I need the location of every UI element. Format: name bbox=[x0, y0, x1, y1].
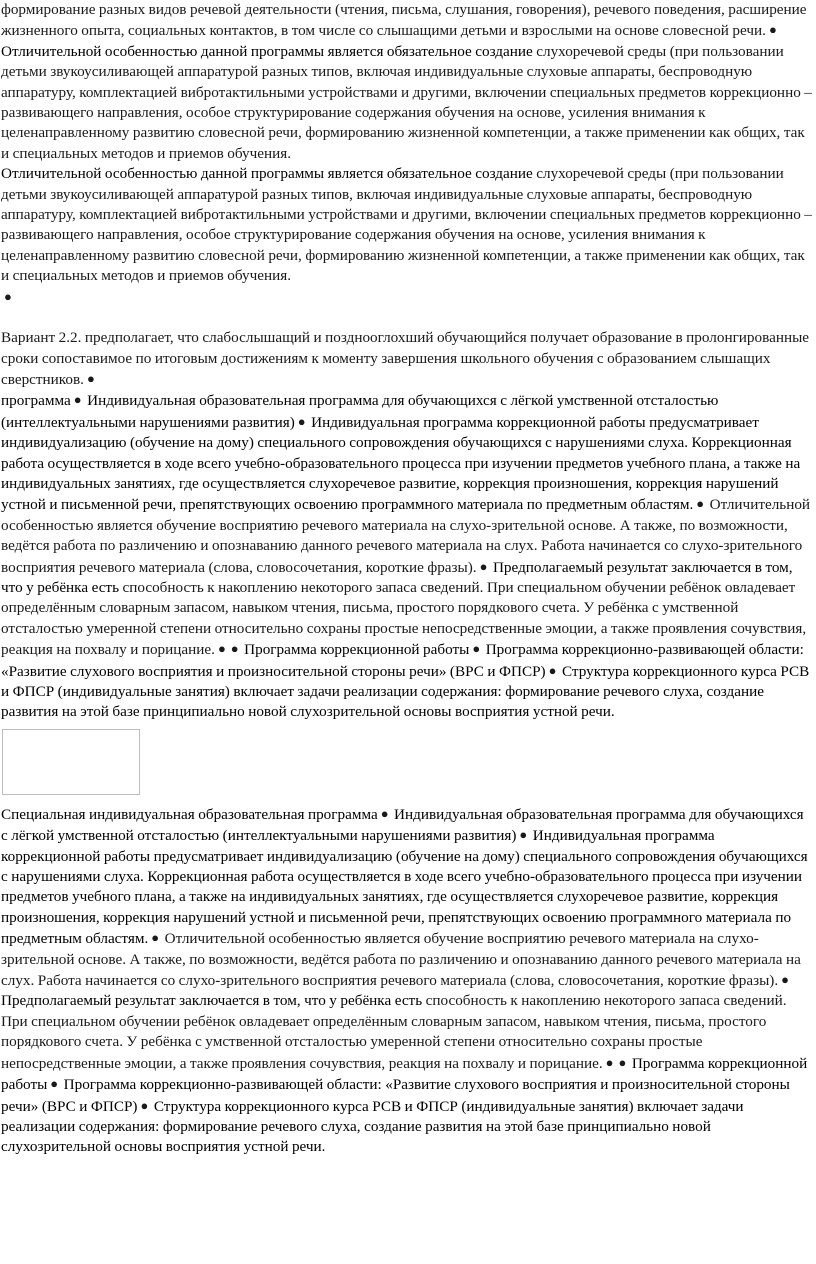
text-run: способность к накоплению некоторого запаса сведений. При специальном обучении ребёнок овладевает определённым словарным запасом, навыком чтения, письма, простого порядкового счета. У ребёнка с умственной отсталостью умеренной степени относительно сохраны простые непосредственные эмоции, а также проявления сочувствия, реакция на похвалу и порицание. bbox=[1, 578, 807, 659]
blank-line bbox=[1, 308, 813, 328]
paragraph-1 bbox=[1, 0, 813, 164]
bullet-icon: ● bbox=[479, 558, 488, 574]
bullet-icon: ● bbox=[548, 662, 557, 678]
bullet-icon: ● bbox=[696, 496, 705, 512]
text-run: формирование разных видов речевой деятельности (чтения, письма, слушания, говорения), речевого поведения, расширение жизненного опыта, социальных контактов, в том числе со слышащими детьми и взрослыми на основе словесной речи. bbox=[1, 1, 807, 40]
text-run: способность к накоплению некоторого запаса сведений. При специальном обучении ребёнок овладевает определённым словарным запасом, навыком чтения, письма, простого порядкового счета. У ребёнка с умственной отсталостью умеренной степени относительно сохраны простые непосредственные эмоции, а также проявления сочувствия, реакция на похвалу и порицание. bbox=[1, 992, 787, 1072]
bullet-icon: ● bbox=[297, 413, 306, 429]
bullet-icon: ● bbox=[768, 22, 777, 38]
paragraph-2 bbox=[1, 164, 813, 286]
image-placeholder bbox=[2, 729, 140, 795]
bullet-icon: ● bbox=[605, 1054, 614, 1070]
text-run: Специальная индивидуальная образовательная программа bbox=[1, 805, 378, 823]
text-run: программа bbox=[1, 392, 71, 410]
bullet-icon: ● bbox=[4, 288, 12, 304]
bullet-icon: ● bbox=[140, 1097, 149, 1113]
text-run: Индивидуальная образовательная программа для обучающихся с лёгкой умственной отсталостью (интеллектуальными нарушениями развития) bbox=[1, 805, 804, 845]
text-run: Программа коррекционной работы bbox=[240, 641, 470, 659]
bullet-icon: ● bbox=[73, 392, 82, 408]
text-run: Индивидуальная образовательная программа для обучающихся с лёгкой умственной отсталостью (интеллектуальными нарушениями развития) bbox=[1, 392, 719, 431]
text-run: Структура коррекционного курса РСВ и ФПСР (индивидуальные занятия) включает задачи реализации содержания: формирование речевого слуха, создание развития на этой базе принципиально новой слухозрительной основы восприятия устной речи. bbox=[1, 662, 810, 721]
bullet-icon: ● bbox=[86, 370, 95, 386]
bullet-icon: ● bbox=[618, 1054, 627, 1070]
bullet-line bbox=[1, 287, 813, 308]
bullet-icon: ● bbox=[50, 1076, 59, 1092]
text-run: Программа коррекционно-развивающей области: «Развитие слухового восприятия и произносительной стороны речи» (ВРС и ФПСР) bbox=[1, 1076, 790, 1115]
bullet-icon: ● bbox=[472, 641, 481, 657]
text-run: Отличительной особенностью данной программы является обязательное создание bbox=[1, 165, 533, 183]
text-run: Отличительной особенностью данной программы является обязательное создание bbox=[1, 42, 533, 60]
text-run: Индивидуальная программа коррекционной работы предусматривает индивидуализацию (обучение на дому) специального сопровождения обучающихся с нарушениями слуха. Коррекционная работа осуществляется в ходе всего учебно-образовательного процесса при изучении предметов учебного плана, а также на индивидуальных занятиях, где осуществляется слухоречевое развитие, коррекция произношения, коррекция нарушений устной и письменной речи, препятствующих освоению программного материала по предметным областям. bbox=[1, 413, 801, 514]
bullet-icon: ● bbox=[151, 930, 160, 946]
bullet-icon: ● bbox=[519, 827, 528, 843]
paragraph-variant-2-2 bbox=[1, 328, 813, 390]
bullet-icon: ● bbox=[230, 641, 239, 657]
text-run: слухоречевой среды (при пользовании детьми звукоусиливающей аппаратурой разных типов, включая индивидуальные слуховые аппараты, беспроводную аппаратуру, комплектацией вибротактильными устройствами и другими, включении специальных предметов коррекционно – развивающего направления, особое структурирование содержания обучения на основе, усиления внимания к целенаправленному развитию словесной речи, формированию жизненной компетенции, а также применении как общих, так и специальных методов и приемов обучения. bbox=[1, 165, 812, 285]
bullet-icon: ● bbox=[217, 641, 226, 657]
text-run: слухоречевой среды (при пользовании детьми звукоусиливающей аппаратурой разных типов, включая индивидуальные слуховые аппараты, беспроводную аппаратуру, комплектацией вибротактильными устройствами и другими, включении специальных предметов коррекционно – развивающего направления, особое структурирование содержания обучения на основе, усиления внимания к целенаправленному развитию словесной речи, формированию жизненной компетенции, а также применении как общих, так и специальных методов и приемов обучения. bbox=[1, 42, 812, 162]
text-run: Предполагаемый результат заключается в том, что у ребёнка есть bbox=[1, 558, 793, 596]
text-run: Предполагаемый результат заключается в том, что у ребёнка есть bbox=[1, 992, 423, 1010]
text-run: Отличительной особенностью является обучение восприятию речевого материала на слухо-зрительной основе. А также, по возможности, ведётся работа по различению и опознаванию данного речевого материала на слух. Работа начинается со слухо-зрительного восприятия речевого материала (слова, словосочетания, короткие фразы). bbox=[1, 930, 801, 990]
text-run: Вариант 2.2. предполагает, что слабослышащий и позднооглохший обучающийся получает образование в пролонгированные сроки сопоставимое по итоговым достижениям к моменту завершения школьного обучения с образованием слышащих сверстников. bbox=[1, 329, 810, 388]
paragraph-program bbox=[1, 390, 813, 723]
text-run: Структура коррекционного курса РСВ и ФПСР (индивидуальные занятия) включает задачи реализации содержания: формирование речевого слуха, создание развития на этой базе принципиально новой слухозрительной основы восприятия устной речи. bbox=[1, 1097, 744, 1156]
paragraph-special-program bbox=[1, 804, 813, 1158]
text-run: Индивидуальная программа коррекционной работы предусматривает индивидуализацию (обучение на дому) специального сопровождения обучающихся с нарушениями слуха. Коррекционная работа осуществляется в ходе всего учебно-образовательного процесса при изучении предметов учебного плана, а также на индивидуальных занятиях, где осуществляется слухоречевое развитие, коррекция произношения, коррекция нарушений устной и письменной речи, препятствующих освоению программного материала по предметным областям. bbox=[1, 827, 808, 948]
bullet-icon: ● bbox=[380, 805, 389, 821]
bullet-icon: ● bbox=[781, 972, 789, 988]
text-run: Отличительной особенностью является обучение восприятию речевого материала на слухо-зрительной основе. А также, по возможности, ведётся работа по различению и опознаванию данного речевого материала на слух. Работа начинается со слухо-зрительного восприятия речевого материала (слова, словосочетания, короткие фразы). bbox=[1, 496, 811, 576]
text-run: Программа коррекционно-развивающей области: «Развитие слухового восприятия и произносительной стороны речи» (ВРС и ФПСР) bbox=[1, 641, 804, 680]
text-run: Программа коррекционной работы bbox=[1, 1054, 808, 1094]
